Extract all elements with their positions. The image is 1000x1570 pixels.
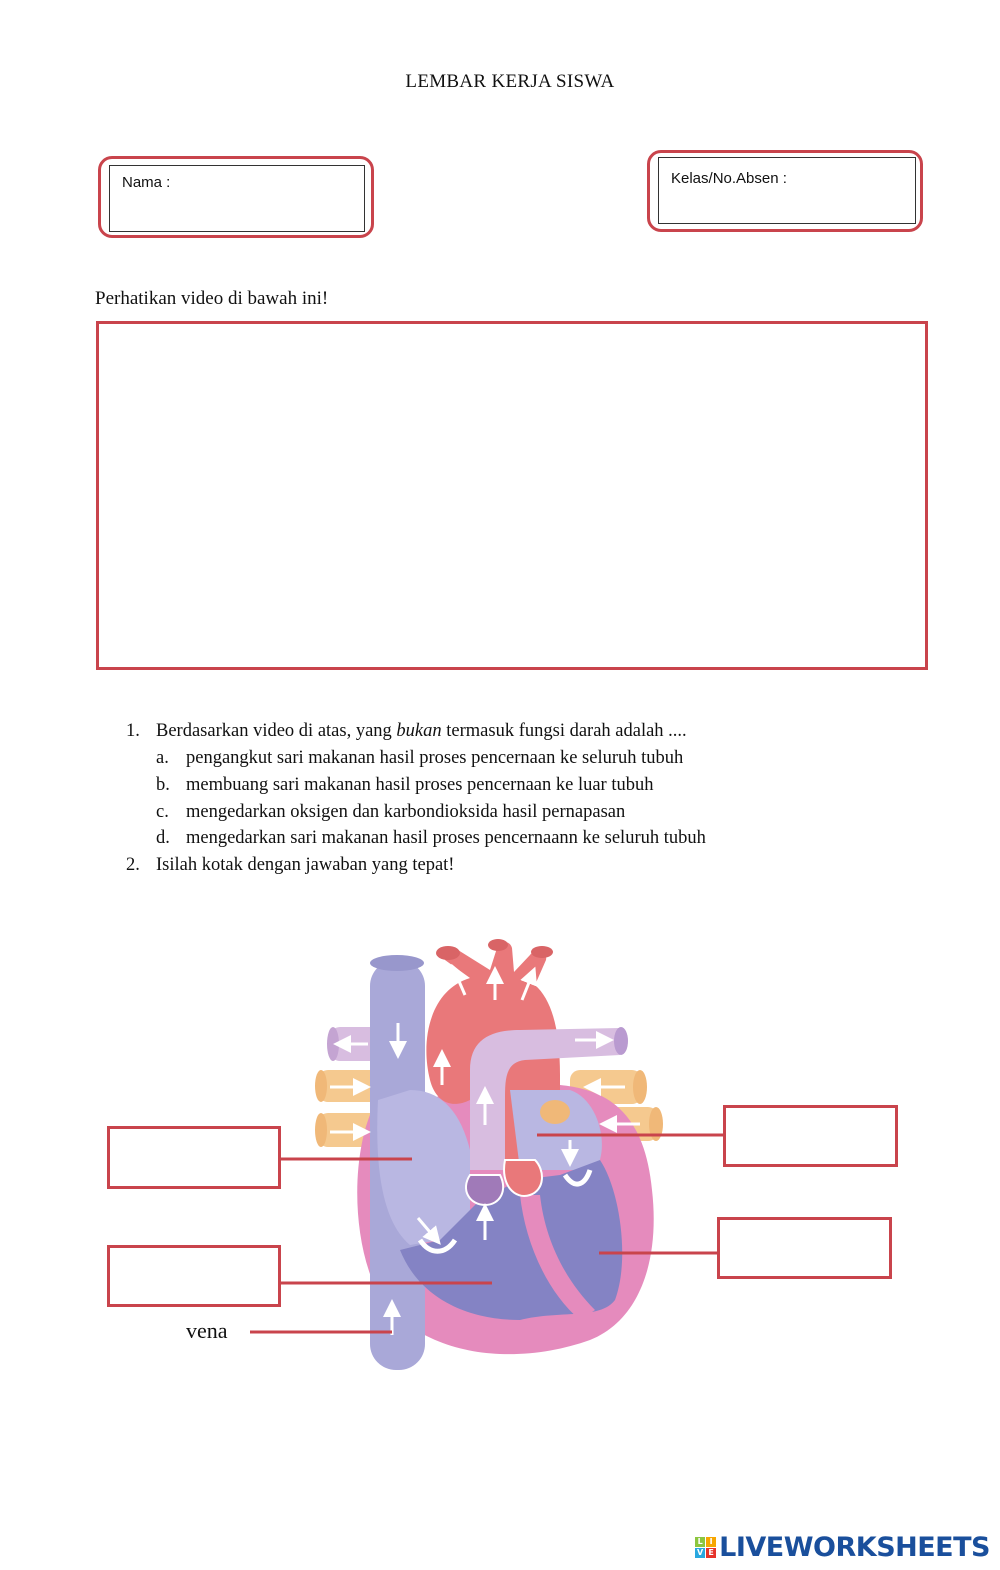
option-text: mengedarkan sari makanan hasil proses pencernaann ke seluruh tubuh: [186, 828, 706, 848]
answer-box-2[interactable]: [107, 1245, 281, 1307]
question-text: Isilah kotak dengan jawaban yang tepat!: [156, 855, 455, 875]
answer-box-4[interactable]: [717, 1217, 892, 1279]
option-letter: a.: [156, 748, 169, 768]
liveworksheets-logo: [695, 1527, 990, 1567]
pulmonary-artery-right-end: [614, 1027, 628, 1055]
question-text: Berdasarkan video di atas, yang bukan termasuk fungsi darah adalah ....: [156, 721, 687, 741]
aorta-branch-2: [488, 939, 508, 951]
pulmonary-artery-left-end: [327, 1027, 339, 1061]
page-title: LEMBAR KERJA SISWA: [405, 71, 615, 92]
option-letter: b.: [156, 775, 170, 795]
aorta-branch-3: [531, 946, 553, 958]
option-text: pengangkut sari makanan hasil proses pencernaan ke seluruh tubuh: [186, 748, 684, 768]
option-letter: c.: [156, 802, 169, 822]
option-text: mengedarkan oksigen dan karbondioksida hasil pernapasan: [186, 802, 626, 822]
option-text: membuang sari makanan hasil proses pencernaan ke luar tubuh: [186, 775, 654, 795]
option-letter: d.: [156, 828, 170, 848]
nama-label: Nama :: [122, 174, 171, 191]
answer-box-3[interactable]: [723, 1105, 898, 1167]
logo-icon: L I V E: [695, 1537, 716, 1558]
question-number: 2.: [126, 855, 140, 875]
logo-text: LIVEWORKSHEETS: [719, 1531, 990, 1563]
instruction-text: Perhatikan video di bawah ini!: [95, 288, 329, 309]
vena-cava-top: [370, 955, 424, 971]
aorta-branch-1: [436, 946, 460, 960]
answer-box-1[interactable]: [107, 1126, 281, 1189]
pulmonary-vein-opening: [540, 1100, 570, 1124]
pulmonary-valve: [466, 1175, 503, 1205]
vena-label: vena: [186, 1318, 228, 1343]
kelas-absen-label: Kelas/No.Absen :: [671, 170, 787, 187]
question-number: 1.: [126, 721, 140, 741]
